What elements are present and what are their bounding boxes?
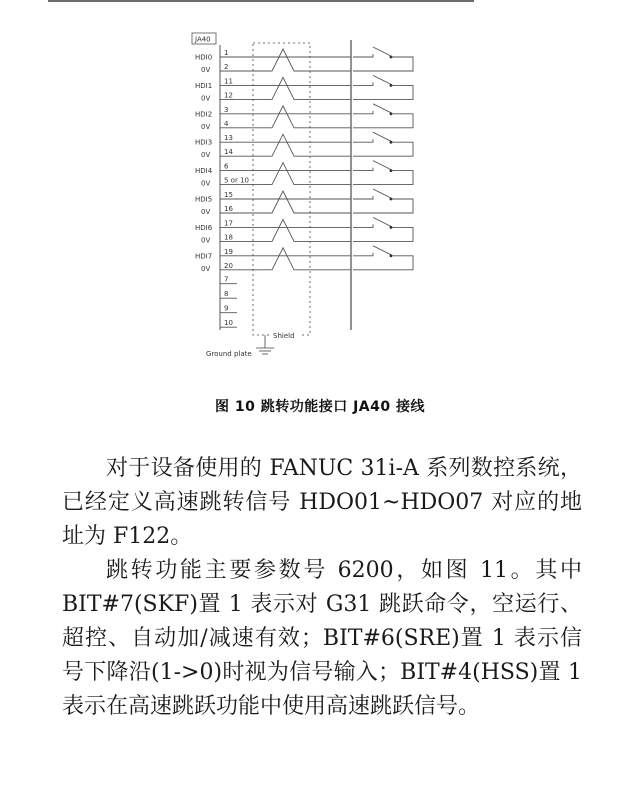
gnd-pin: 18 [224,233,233,242]
signal-row [195,104,413,131]
gnd-label: 0V [201,66,211,74]
signal-row [195,217,413,244]
gnd-pin: 4 [224,119,229,128]
signal-row [195,161,413,188]
switch-wire-left [353,139,373,142]
wiring-svg [0,0,640,380]
connector-label: JA40 [195,35,211,44]
shield-label: Shield [273,332,295,340]
paragraph-2: 跳转功能主要参数号 6200，如图 11。其中 BIT#7(SKF)置 1 表示对 G31 跳跃命令，空运行、超控、自动加/减速有效；BIT#6(SRE)置 1 表示信号下降沿(1->0)时视为信号输入；BIT#4(HSS)置 1 表示在高速跳跃功能中使用高速跳跃信号。 [62,558,582,719]
signal-pin: 11 [224,77,233,86]
switch-return-wire [353,57,413,71]
signal-pin: 6 [224,162,229,171]
paragraph-1: 对于设备使用的 FANUC 31i-A 系列数控系统，已经定义高速跳转信号 HDO01~HDO07 对应的地址为 F122。 [62,456,582,549]
gnd-wire [220,106,351,128]
switch-wire-left [353,224,373,227]
gnd-pin: 20 [224,261,233,270]
signal-pin: 13 [224,134,233,143]
signal-row [195,189,413,216]
switch-return-wire [353,199,413,213]
signal-name: HDI5 [195,195,213,204]
signal-pin: 19 [224,247,233,256]
signal-name: HDI6 [195,223,213,232]
switch-wire-left [353,253,373,256]
gnd-label: 0V [201,236,211,245]
signal-name: HDI3 [195,138,213,147]
switch-return-wire [353,256,413,270]
signal-pin: 17 [224,219,233,228]
signal-row [195,246,413,273]
switch-blade [373,132,391,141]
signal-row [195,132,413,159]
signal-rows [195,47,413,273]
switch-blade [373,217,391,226]
unused-pin-label: 7 [224,275,229,284]
switch-return-wire [353,227,413,241]
switch-wire-left [353,111,373,114]
ja40-wiring-diagram [0,0,640,380]
switch-wire-left [353,168,373,171]
signal-pin: 1 [224,49,229,57]
switch-return-wire [353,85,413,99]
unused-pin-label: 10 [224,319,233,328]
gnd-label: 0V [201,208,211,216]
gnd-pin: 16 [224,205,233,213]
gnd-pin: 14 [224,148,233,157]
figure-caption: 图 10 跳转功能接口 JA40 接线 [214,399,425,415]
switch-wire-left [353,82,373,85]
signal-pin: 15 [224,191,233,199]
body-text [62,452,582,724]
switch-blade [373,75,391,84]
gnd-wire [220,134,351,156]
gnd-pin: 2 [224,63,229,71]
switch-return-wire [353,114,413,128]
signal-pin: 3 [224,105,229,114]
gnd-label: 0V [201,122,211,131]
shield-box [253,43,310,335]
gnd-label: 0V [201,264,211,273]
gnd-label: 0V [201,179,211,188]
signal-name: HDI4 [195,167,213,176]
switch-wire-left [353,196,373,199]
gnd-wire [220,219,351,241]
gnd-pin: 12 [224,91,233,100]
gnd-pin: 5 or 10 [224,176,249,185]
switch-blade [373,161,391,170]
gnd-label: 0V [201,94,211,103]
gnd-wire [220,49,351,71]
gnd-wire [220,77,351,99]
gnd-wire [220,248,351,270]
unused-pins [220,276,237,328]
switch-blade [373,246,391,255]
ground-plate-label: Ground plate [206,350,252,358]
switch-blade [373,104,391,113]
switch-blade [373,189,391,198]
signal-row [195,75,413,102]
signal-name: HDI2 [195,110,213,119]
signal-name: HDI7 [195,252,213,261]
gnd-label: 0V [201,151,211,160]
switch-wire-left [353,54,373,57]
signal-name: HDI1 [195,81,213,90]
signal-row [195,47,413,74]
unused-pin-label: 9 [224,304,229,313]
gnd-wire [220,191,351,213]
switch-blade [373,47,391,56]
signal-name: HDI0 [195,53,213,62]
switch-return-wire [353,171,413,185]
switch-return-wire [353,142,413,156]
unused-pin-label: 8 [224,290,229,299]
